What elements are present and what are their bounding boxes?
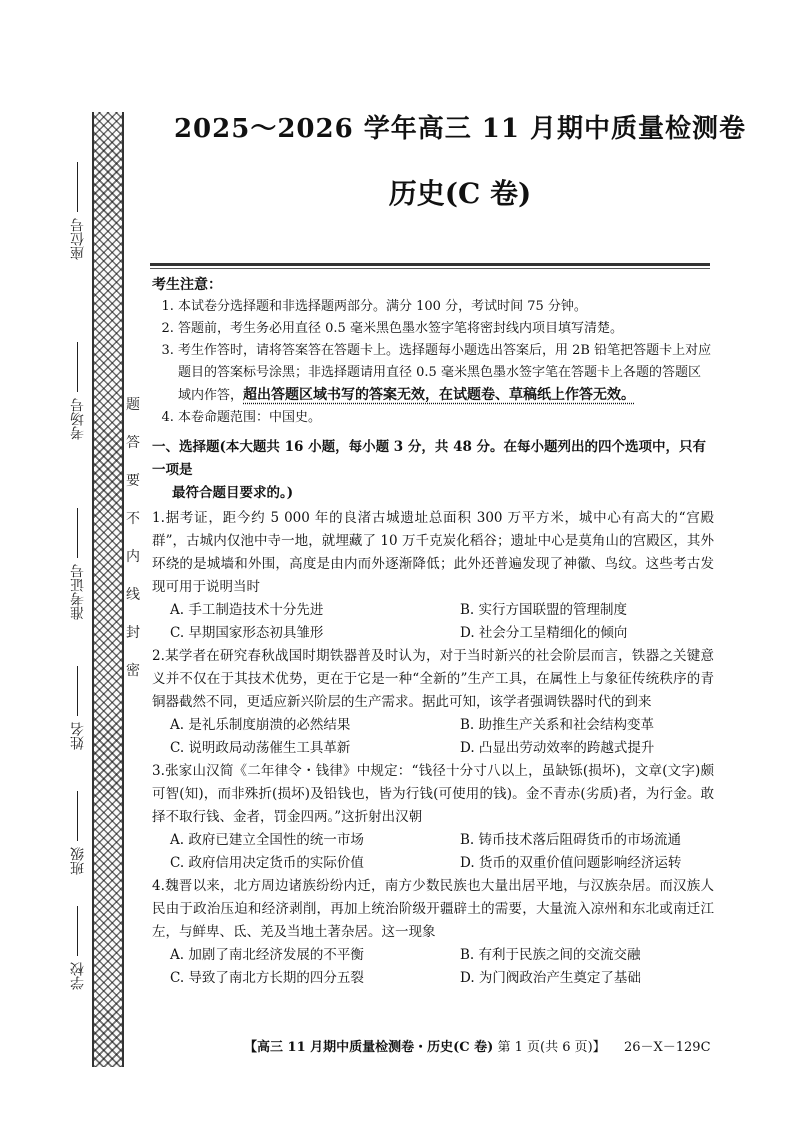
question-stem	[152, 875, 714, 944]
question	[152, 507, 714, 645]
seat-number-label: 座位号	[70, 218, 86, 260]
admission-number-label: 准考证号	[70, 564, 86, 620]
exam-room-label: 考场号	[70, 398, 86, 440]
seat-number-line	[78, 162, 79, 212]
options	[152, 944, 714, 990]
section-heading	[152, 436, 714, 505]
section-heading-cont: 最符合题目要求的。)	[172, 485, 294, 501]
question-text: 据考证，距今约 5 000 年的良渚古城遗址总面积 300 万平方米，城中心有高大的“宫殿群”，古城内仅池中寺一地，就埋藏了 10 万千克炭化稻谷；遗址中心是莫角山的宫殿区，其外环绕的是城墙和外围，高度是由内而外逐渐降低；此外还普遍发现了神徽、鸟纹。这些考古发现可用于说明当时	[152, 510, 714, 595]
footer-exam-name: 【高三 11 月期中质量检测卷・历史(C 卷)	[244, 1040, 494, 1055]
seal-char: 内	[126, 549, 140, 565]
note-item	[178, 318, 712, 340]
option-c: C. 说明政局动荡催生工具革新	[170, 740, 351, 756]
question-text: 魏晋以来，北方周边诸族纷纷内迁，南方少数民族也大量出居平地，与汉族杂居。而汉族人民由于政治压迫和经济剥削，再加上统治阶级开疆辟土的需要，大量流入凉州和东北或南迁江左，与鲜卑、氐、羌及当地土著杂居。这一现象	[152, 878, 714, 940]
question-text: 某学者在研究春秋战国时期铁器普及时认为，对于当时新兴的社会阶层而言，铁器之关键意义并不仅在于其技术优势，更在于它是一种“全新的”生产工具，在属性上与象征传统秩序的青铜器截然不同，更适应新兴阶层的生产需求。据此可知，该学者强调铁器时代的到来	[152, 648, 714, 710]
note-text: 答题前，考生务必用直径 0.5 毫米黑色墨水签字笔将密封线内项目填写清楚。	[178, 321, 623, 336]
note-emphasis: 超出答题区域书写的答案无效，在试题卷、草稿纸上作答无效。	[243, 387, 636, 403]
option-b: B. 铸币技术落后阻碍货币的市场流通	[460, 832, 682, 848]
school-line	[78, 906, 79, 956]
seal-char: 线	[126, 587, 140, 603]
candidate-notes	[152, 274, 712, 429]
admission-number-line	[78, 508, 79, 558]
page-footer	[244, 1036, 724, 1055]
question-number: 4.	[152, 878, 165, 894]
note-text: 考生作答时，请将答案答在答题卡上。选择题每小题选出答案后，用 2B 铅笔把答题卡上对应题目的答案标号涂黑；非选择题请用直径 0.5 毫米黑色墨水签字笔在答题卡上各题的答题区域内作答，	[178, 343, 712, 403]
option-d: D. 为门阀政治产生奠定了基础	[460, 970, 641, 986]
decorative-border-strip	[92, 112, 124, 1067]
option-d: D. 社会分工呈精细化的倾向	[460, 625, 628, 641]
exam-room-line	[78, 342, 79, 392]
exam-subtitle: 历史(C 卷)	[388, 177, 532, 210]
option-b: B. 实行方国联盟的管理制度	[460, 602, 628, 618]
question-section	[152, 436, 714, 990]
header-divider	[150, 263, 710, 266]
options	[152, 829, 714, 875]
note-item	[178, 407, 712, 429]
header-divider-thin	[150, 268, 710, 269]
option-c: C. 早期国家形态初具雏形	[170, 625, 324, 641]
notes-list	[152, 296, 712, 429]
question-stem	[152, 760, 714, 829]
seal-char: 答	[126, 435, 140, 451]
name-label: 姓名	[70, 722, 86, 750]
question	[152, 760, 714, 875]
option-a: A. 是礼乐制度崩溃的必然结果	[170, 717, 351, 733]
seal-char: 密	[126, 663, 140, 679]
note-item	[178, 340, 712, 407]
option-d: D. 货币的双重价值问题影响经济运转	[460, 855, 682, 871]
question-stem	[152, 507, 714, 599]
options	[152, 599, 714, 645]
footer-page-number: 第 1 页(共 6 页)】	[497, 1040, 606, 1055]
question	[152, 875, 714, 990]
class-label: 班级	[70, 847, 86, 875]
note-text: 本卷命题范围：中国史。	[178, 410, 322, 425]
seal-char: 要	[126, 473, 140, 489]
question-number: 3.	[152, 763, 165, 779]
section-heading-text: 一、选择题(本大题共 16 小题，每小题 3 分，共 48 分。在每小题列出的四个选项中，只有一项是	[152, 439, 707, 478]
name-line	[78, 666, 79, 716]
seal-char: 题	[126, 397, 140, 413]
note-item	[178, 296, 712, 318]
option-b: B. 助推生产关系和社会结构变革	[460, 717, 655, 733]
option-d: D. 凸显出劳动效率的跨越式提升	[460, 740, 655, 756]
option-c: C. 导致了南北方长期的四分五裂	[170, 970, 364, 986]
options	[152, 714, 714, 760]
option-b: B. 有利于民族之间的交流交融	[460, 947, 641, 963]
seal-char: 不	[126, 511, 140, 527]
exam-title: 2025～2026 学年高三 11 月期中质量检测卷	[173, 114, 747, 144]
question-stem	[152, 645, 714, 714]
question-text: 张家山汉简《二年律令・钱律》中规定：“钱径十分寸八以上，虽缺铄(损坏)，文章(文字)颇可智(知)，而非殊折(损坏)及铅钱也，皆为行钱(可使用的钱)。金不青赤(劣质)者，为行金。敢择不取行钱、金者，罚金四两。”这折射出汉朝	[152, 763, 714, 825]
seal-char: 封	[126, 625, 140, 641]
note-text: 本试卷分选择题和非选择题两部分。满分 100 分，考试时间 75 分钟。	[178, 299, 587, 314]
question	[152, 645, 714, 760]
footer-code: 26－X－129C	[623, 1040, 711, 1055]
option-c: C. 政府信用决定货币的实际价值	[170, 855, 364, 871]
question-number: 1.	[152, 510, 165, 526]
school-label: 学校	[70, 962, 86, 990]
notes-title: 考生注意：	[152, 277, 222, 293]
option-a: A. 政府已建立全国性的统一市场	[170, 832, 364, 848]
question-number: 2.	[152, 648, 165, 664]
class-line	[78, 791, 79, 841]
option-a: A. 手工制造技术十分先进	[170, 602, 324, 618]
option-a: A. 加剧了南北经济发展的不平衡	[170, 947, 364, 963]
